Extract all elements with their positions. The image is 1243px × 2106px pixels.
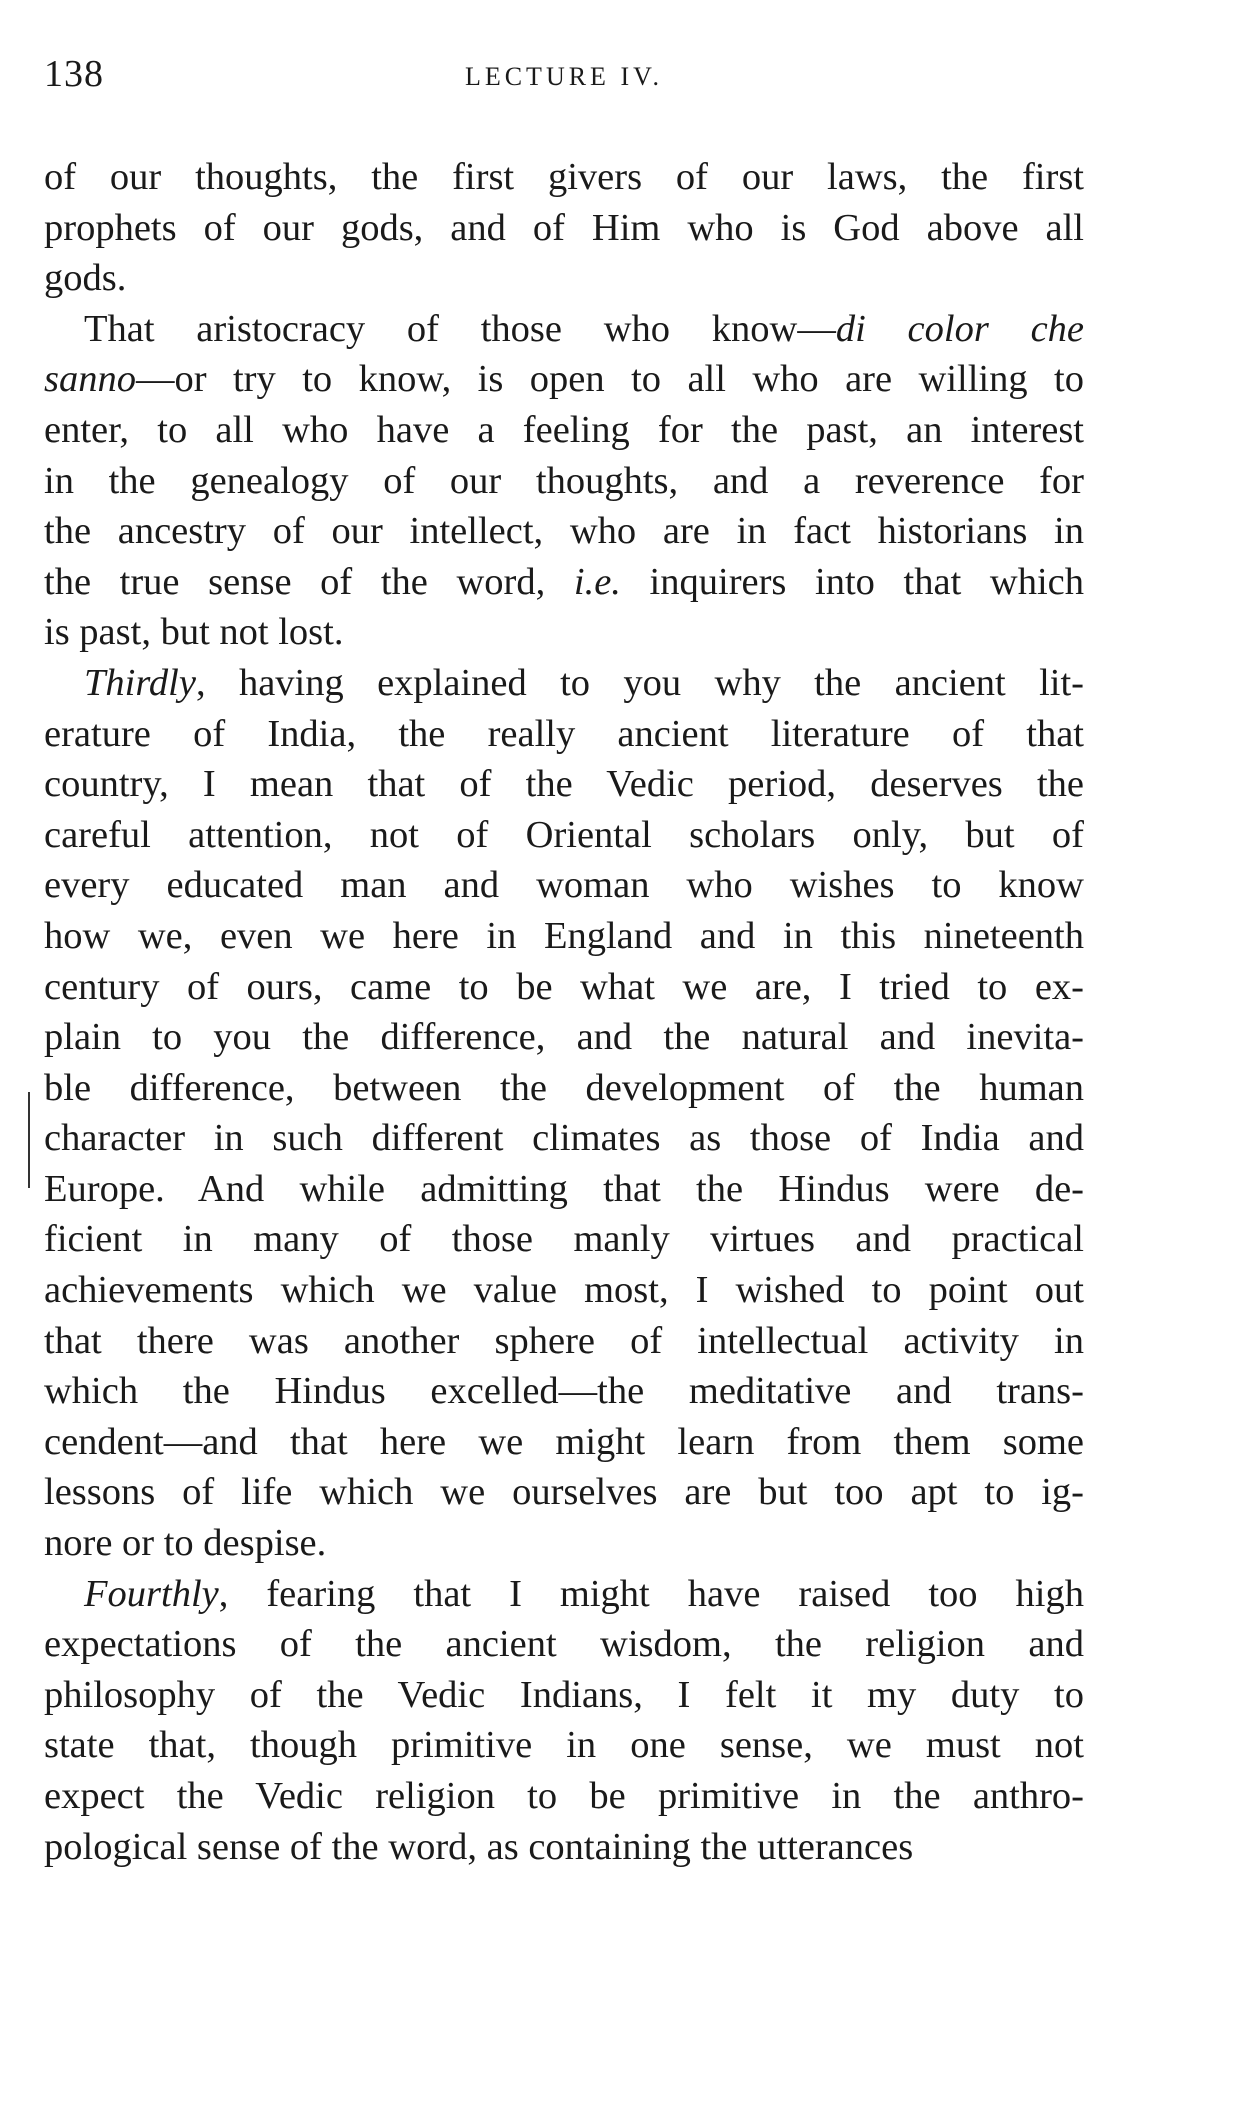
text-run: , fearing that I might have raised too high bbox=[218, 1572, 1084, 1615]
text-run: enter, to all who have a feeling for the past, an interest bbox=[44, 408, 1084, 451]
text-line bbox=[44, 1822, 1084, 1873]
text-run: erature of India, the really ancient literature of that bbox=[44, 712, 1084, 755]
text-line bbox=[44, 1720, 1084, 1771]
text-run: That aristocracy of those who know— bbox=[84, 307, 836, 350]
running-head bbox=[44, 52, 1084, 102]
text-line bbox=[44, 1417, 1084, 1468]
text-run: state that, though primitive in one sense, we must not bbox=[44, 1724, 1084, 1767]
text-run: ble difference, between the development of the human bbox=[44, 1066, 1084, 1109]
page-number: 138 bbox=[44, 53, 104, 95]
text-line bbox=[44, 658, 1084, 709]
text-run: that there was another sphere of intellectual activity in bbox=[44, 1319, 1084, 1362]
text-run: cendent—and that here we might learn from them some bbox=[44, 1420, 1084, 1463]
text-line bbox=[44, 759, 1084, 810]
text-run: of our thoughts, the first givers of our laws, the first bbox=[44, 156, 1084, 198]
text-run: ficient in many of those manly virtues and practical bbox=[44, 1218, 1084, 1261]
text-run: , having explained to you why the ancient lit- bbox=[195, 661, 1084, 704]
text-run: inquirers into that which bbox=[620, 560, 1084, 603]
text-run: pological sense of the word, as containing the utterances bbox=[44, 1825, 914, 1868]
italic-text: di color che bbox=[835, 307, 1084, 350]
text-line bbox=[44, 1670, 1084, 1721]
text-run: Europe. And while admitting that the Hindus were de- bbox=[44, 1167, 1084, 1210]
text-line bbox=[44, 607, 1084, 658]
text-run: how we, even we here in England and in this nineteenth bbox=[44, 914, 1084, 957]
text-line bbox=[44, 911, 1084, 962]
text-line bbox=[44, 253, 1084, 304]
margin-mark bbox=[28, 1092, 30, 1188]
text-line bbox=[44, 1619, 1084, 1670]
text-run: —or try to know, is open to all who are willing to bbox=[135, 358, 1084, 401]
italic-text: sanno bbox=[44, 358, 136, 401]
italic-text: Fourthly bbox=[84, 1572, 219, 1615]
text-run: in the genealogy of our thoughts, and a reverence for bbox=[44, 459, 1084, 502]
italic-text: i.e. bbox=[573, 560, 621, 603]
text-run: nore or to despise. bbox=[44, 1522, 327, 1565]
running-title: LECTURE IV. bbox=[464, 62, 664, 91]
text-line bbox=[44, 456, 1084, 507]
text-line bbox=[44, 1467, 1084, 1518]
text-run: careful attention, not of Oriental scholars only, but of bbox=[44, 813, 1084, 856]
text-line bbox=[44, 1063, 1084, 1114]
text-run: philosophy of the Vedic Indians, I felt it my duty to bbox=[44, 1673, 1084, 1716]
text-line bbox=[44, 1164, 1084, 1215]
text-line bbox=[44, 354, 1084, 405]
text-run: lessons of life which we ourselves are but too apt to ig- bbox=[44, 1471, 1084, 1514]
text-run: century of ours, came to be what we are, I tried to ex- bbox=[44, 965, 1084, 1008]
text-run: prophets of our gods, and of Him who is God above all bbox=[44, 206, 1084, 249]
text-line bbox=[44, 1771, 1084, 1822]
text-run: achievements which we value most, I wished to point out bbox=[44, 1269, 1084, 1312]
text-run: plain to you the difference, and the natural and inevita- bbox=[44, 1016, 1084, 1059]
text-line bbox=[44, 1265, 1084, 1316]
text-run: expect the Vedic religion to be primitive in the anthro- bbox=[44, 1775, 1084, 1817]
text-line bbox=[44, 506, 1084, 557]
text-line bbox=[44, 1316, 1084, 1367]
text-run: gods. bbox=[44, 257, 127, 300]
text-line bbox=[44, 557, 1084, 608]
text-line bbox=[44, 152, 1084, 203]
text-run: country, I mean that of the Vedic period, deserves the bbox=[44, 763, 1084, 806]
text-line bbox=[44, 1012, 1084, 1063]
text-line bbox=[44, 1569, 1084, 1620]
text-run: every educated man and woman who wishes to know bbox=[44, 864, 1084, 907]
text-line bbox=[44, 1113, 1084, 1164]
text-run: expectations of the ancient wisdom, the religion and bbox=[44, 1623, 1084, 1666]
text-line bbox=[44, 304, 1084, 355]
text-line bbox=[44, 709, 1084, 760]
text-line bbox=[44, 203, 1084, 254]
text-line bbox=[44, 1366, 1084, 1417]
text-run: which the Hindus excelled—the meditative and trans- bbox=[44, 1370, 1084, 1413]
text-line bbox=[44, 1518, 1084, 1569]
text-run: is past, but not lost. bbox=[44, 611, 344, 654]
body-text bbox=[44, 152, 1084, 1872]
text-line bbox=[44, 860, 1084, 911]
text-line bbox=[44, 405, 1084, 456]
text-run: the true sense of the word, bbox=[44, 560, 574, 603]
text-line bbox=[44, 962, 1084, 1013]
text-run: the ancestry of our intellect, who are in fact historians in bbox=[44, 510, 1084, 553]
text-line bbox=[44, 1214, 1084, 1265]
italic-text: Thirdly bbox=[84, 661, 196, 704]
text-run: character in such different climates as those of India and bbox=[44, 1117, 1084, 1160]
text-line bbox=[44, 810, 1084, 861]
